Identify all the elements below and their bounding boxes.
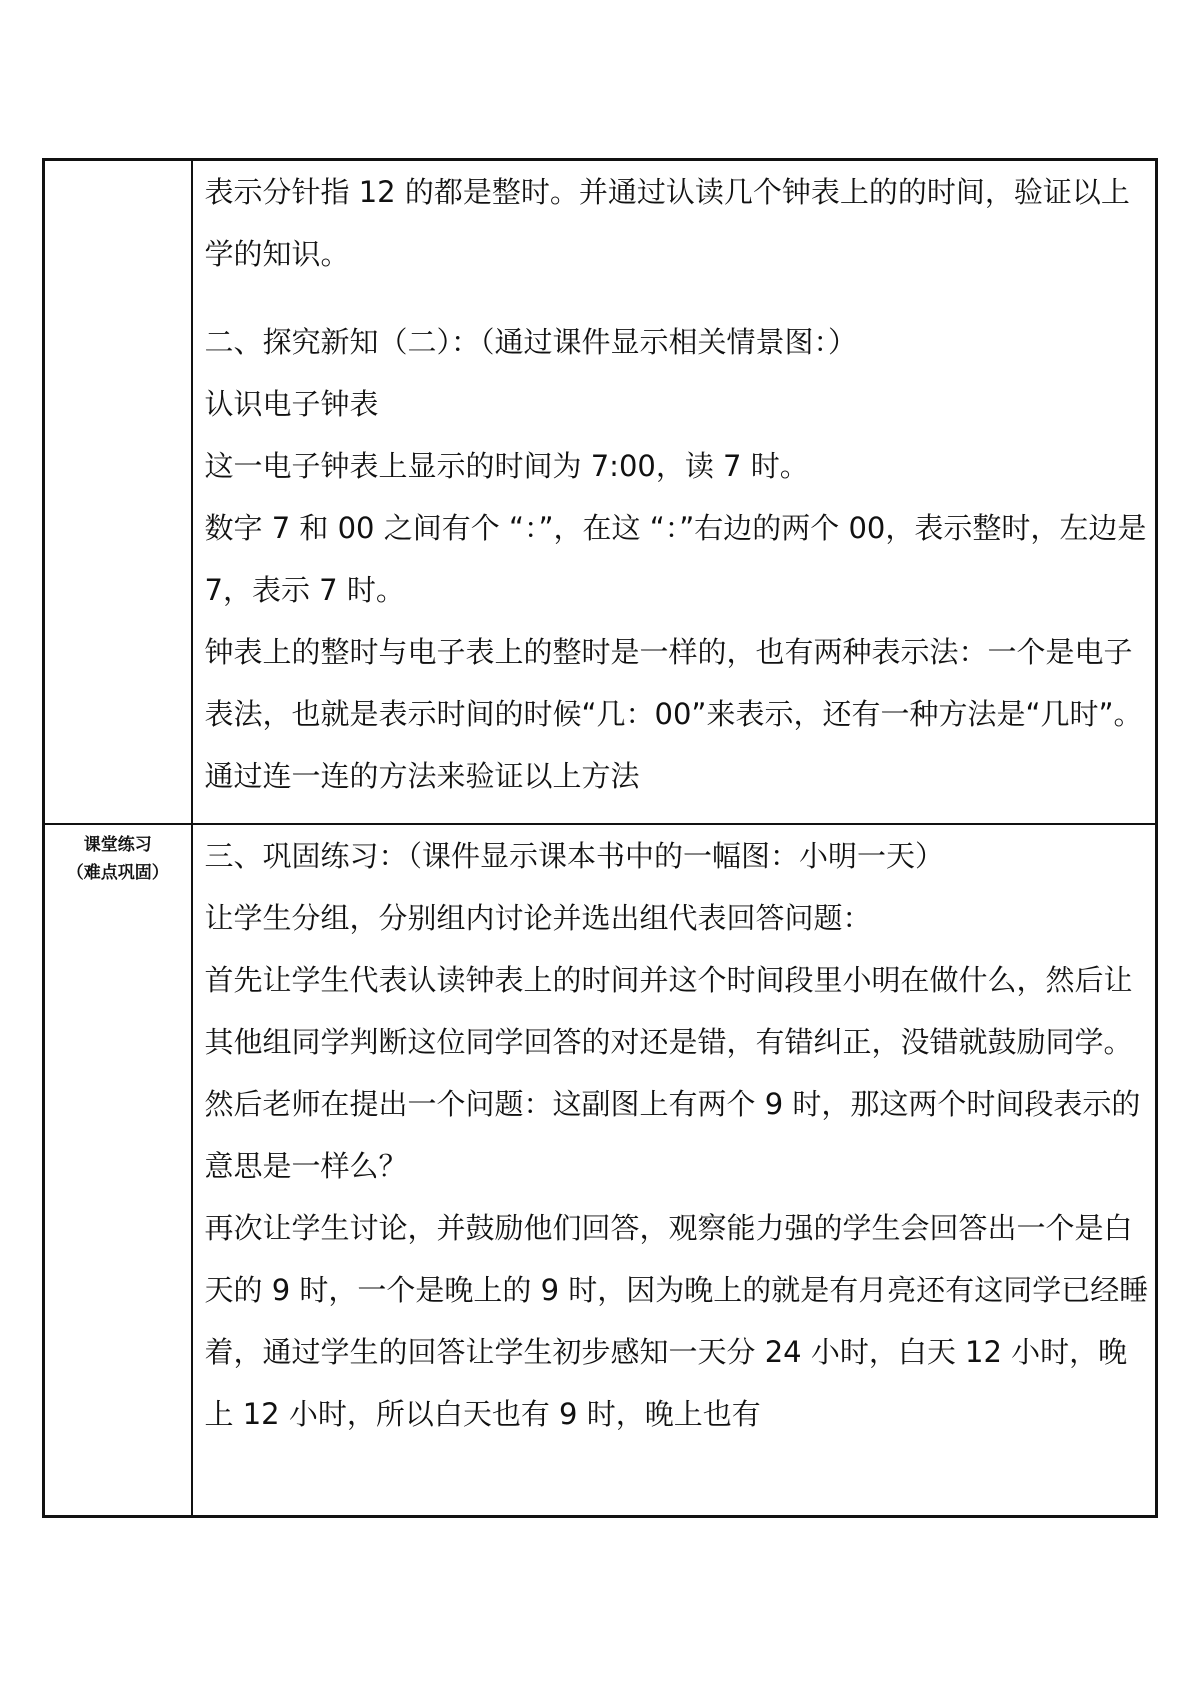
paragraph-digital-time-reading: 这一电子钟表上显示的时间为 7:00，读 7 时。 (204, 449, 809, 483)
paragraph-whole-hour-summary: 表示分针指 12 的都是整时。并通过认读几个钟表上的的时间，验证以上学的知识。 (204, 175, 1130, 271)
section-heading-practice: 三、巩固练习：（课件显示课本书中的一幅图：小明一天） (204, 839, 945, 873)
paragraph-colon-explanation: 数字 7 和 00 之间有个 “：”，在这 “：”右边的两个 00，表示整时，左边是 7，表示 7 时。 (204, 511, 1147, 607)
row-label-subtitle: （难点巩固） (66, 863, 169, 883)
row-label-cell (44, 824, 192, 1517)
table-row (44, 824, 1157, 1517)
row-label-title: 课堂练习 (83, 835, 152, 855)
paragraph-day-night-explanation: 再次让学生讨论，并鼓励他们回答，观察能力强的学生会回答出一个是白天的 9 时，一个是晚上的 9 时，因为晚上的就是有月亮还有这同学已经睡着，通过学生的回答让学生初步感知一天分 24 小时，白天 12 小时，晚上 12 小时，所以白天也有 9 时，晚上也有 (204, 1211, 1149, 1431)
paragraph-teacher-question: 然后老师在提出一个问题：这副图上有两个 9 时，那这两个时间段表示的意思是一样么？ (204, 1087, 1141, 1183)
paragraph-digital-clock-title: 认识电子钟表 (204, 387, 379, 421)
table-row (44, 160, 1157, 825)
paragraph-group-discussion: 让学生分组，分别组内讨论并选出组代表回答问题： (204, 901, 872, 935)
paragraph-read-clock-times: 首先让学生代表认读钟表上的时间并这个时间段里小明在做什么，然后让其他组同学判断这位同学回答的对还是错，有错纠正，没错就鼓励同学。 (204, 963, 1133, 1059)
paragraph-gap (205, 285, 1150, 311)
paragraph-two-notations: 钟表上的整时与电子表上的整时是一样的，也有两种表示法：一个是电子表法，也就是表示时间的时候“几：00”来表示，还有一种方法是“几时”。通过连一连的方法来验证以上方法 (204, 635, 1143, 793)
lesson-plan-table (42, 158, 1158, 1518)
section-heading-explore-new-knowledge: 二、探究新知（二）：（通过课件显示相关情景图：） (204, 325, 858, 359)
row-content-cell (192, 824, 1157, 1517)
row-label-cell (44, 160, 192, 825)
row-content-cell (192, 160, 1157, 825)
